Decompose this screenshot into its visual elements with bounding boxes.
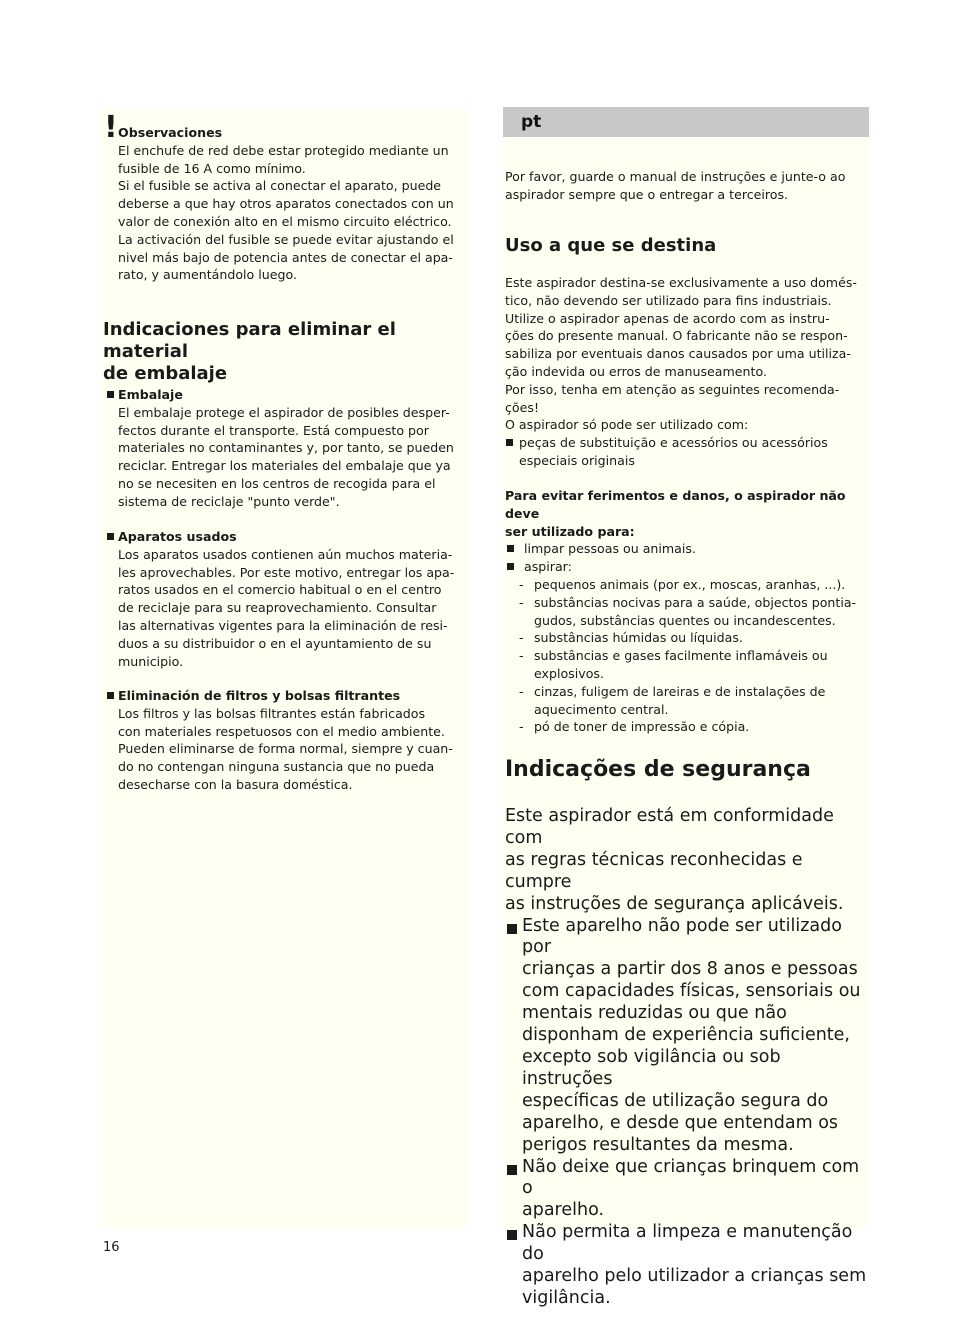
text-line: Para evitar ferimentos e danos, o aspirador não deve [505,488,846,521]
text-line: as instruções de segurança aplicáveis. [505,893,844,914]
text-line: aparelho, e desde que entendam os [522,1112,839,1133]
seguranca-heading [505,756,869,784]
text-line: explosivos. [534,665,604,681]
aparatos-block [101,528,468,670]
text-line: fusible de 16 A como mínimo. [118,160,306,176]
evitar-block [505,487,869,736]
text-line: ser utilizado para: [505,523,635,539]
bullet-square-icon [107,692,114,699]
text-line: valor de conexión alto en el mismo circuito eléctrico. [118,213,452,229]
evitar-bullet-2: aspirar: [524,559,572,575]
bullet-square-icon [507,563,514,570]
text-line: excepto sob vigilância ou sob instruções [522,1046,781,1089]
text-line: pequenos animais (por ex., moscas, aranhas, ...). [534,576,846,592]
text-line: Este aspirador destina-se exclusivamente a uso domés- [505,275,857,290]
embalaje-text [118,404,468,511]
text-line: reciclar. Entregar los materiales del embalaje que ya [118,458,451,474]
text-line: Este aspirador está em conformidade com [505,806,834,848]
text-line: O aspirador só pode ser utilizado com: [505,417,749,433]
text-line: La activación del fusible se puede evitar ajustando el [118,231,454,247]
bullet-square-icon [507,545,514,552]
dash-marker: - [519,683,524,699]
text-line: do no contengan ninguna sustancia que no pueda [118,759,435,775]
dash-list [505,576,869,736]
dash-marker: - [519,630,524,646]
text-line: Este aparelho não pode ser utilizado por [522,915,842,958]
text-line: disponham de experiência suficiente, [522,1025,850,1046]
text-line: substâncias húmidas ou líquidas. [534,630,743,646]
text-line: nivel más bajo de potencia antes de conectar el apa- [118,249,453,265]
text-line: Por isso, tenha em atenção as seguintes recomenda- [505,381,840,397]
dash-list-item [505,576,869,594]
text-line: especiais originais [519,452,635,468]
seguranca-bullet-3 [522,1222,869,1310]
text-line: El enchufe de red debe estar protegido mediante un [118,142,449,158]
bullet-square-icon [507,1165,517,1175]
seguranca-bullet-1 [522,916,869,1157]
text-line: no se necesiten en los centros de recogida para el [118,475,436,491]
dash-marker: - [519,648,524,664]
text-line: Não deixe que crianças brinquem com o [522,1156,860,1199]
text-line: Los filtros y las bolsas filtrantes están fabricados [118,705,426,721]
text-line: ratos usados en el comercio habitual o en el centro [118,582,442,598]
warning-exclamation-icon: ! [104,110,118,145]
embalaje-title: Embalaje [118,387,183,402]
text-line: Si el fusible se activa al conectar el aparato, puede [118,178,442,194]
heading-line-1: Indicaciones para eliminar el material [103,319,396,362]
embalaje-section-heading [103,319,468,385]
filtros-block [101,687,468,794]
text-line: las alternativas vigentes para la eliminación de resi- [118,617,448,633]
observaciones-text [118,142,468,284]
text-line: mentais reduzidas ou que não [522,1003,787,1024]
text-line: Por favor, guarde o manual de instruções e junte-o ao [505,169,846,184]
bullet-square-icon [506,439,513,446]
text-line: sistema de reciclaje "punto verde". [118,493,340,509]
text-line: duos a su distribuidor o en el ayuntamiento de su [118,635,432,651]
text-line: substâncias e gases facilmente inflamáveis ou [534,648,828,664]
text-line: substâncias nocivas para a saúde, objectos pontia- [534,594,857,610]
text-line: ção indevida ou erros de manuseamento. [505,363,767,379]
text-line: específicas de utilização segura do [522,1090,829,1111]
uso-block [505,274,869,470]
dash-marker: - [519,594,524,610]
heading-line-2: de embalaje [103,363,228,384]
seguranca-heading-text: Indicações de segurança [505,757,811,782]
filtros-title: Eliminación de filtros y bolsas filtrantes [118,688,401,703]
text-line: Não permita a limpeza e manutenção do [522,1222,853,1265]
text-line: aparelho. [522,1200,605,1221]
evitar-bullet-1: limpar pessoas ou animais. [524,541,696,557]
uso-heading [505,235,869,257]
seguranca-intro [505,806,869,916]
seguranca-bullet-2 [522,1157,869,1223]
seguranca-block [505,806,869,1310]
uso-heading-text: Uso a que se destina [505,235,717,256]
language-tab: pt [503,107,869,137]
text-line: perigos resultantes da mesma. [522,1134,794,1155]
text-line: gudos, substâncias quentes ou incandescentes. [534,612,836,628]
text-line: les aprovechables. Por este motivo, entregar los apa- [118,564,455,580]
text-line: tico, não devendo ser utilizado para fins industriais. [505,292,832,308]
evitar-bold-text [505,487,869,540]
text-line: desecharse con la basura doméstica. [118,776,353,792]
dash-list-item [505,683,869,719]
text-line: peças de substituição e acessórios ou acessórios [519,435,828,451]
page-number: 16 [103,1240,120,1255]
bullet-square-icon [107,391,114,398]
text-line: com capacidades físicas, sensoriais ou [522,981,861,1002]
dash-marker: - [519,719,524,735]
text-line: municipio. [118,653,184,669]
text-line: Los aparatos usados contienen aún muchos materia- [118,546,453,562]
text-line: Utilize o aspirador apenas de acordo com as instru- [505,310,830,326]
observaciones-title: Observaciones [118,125,223,140]
dash-list-item [505,629,869,647]
text-line: con materiales respetuosos con el medio ambiente. [118,723,445,739]
bullet-square-icon [107,533,114,540]
text-line: aparelho pelo utilizador a crianças sem [522,1266,867,1287]
embalaje-block [101,386,468,511]
text-line: as regras técnicas reconhecidas e cumpre [505,849,803,892]
text-line: aquecimento central. [534,701,669,717]
filtros-text [118,705,468,794]
text-line: sabiliza por eventuais danos causados por uma utiliza- [505,346,851,362]
text-line: El embalaje protege el aspirador de posibles desper- [118,404,450,420]
aparatos-title: Aparatos usados [118,529,237,544]
text-line: fectos durante el transporte. Está compuesto por [118,422,429,438]
dash-marker: - [519,576,524,592]
text-line: crianças a partir dos 8 anos e pessoas [522,959,858,980]
bullet-square-icon [507,924,517,934]
dash-list-item [505,594,869,630]
dash-list-item [505,647,869,683]
uso-text [505,274,869,434]
text-line: ções do presente manual. O fabricante não se respon- [505,328,848,344]
dash-list-item [505,718,869,736]
text-line: cinzas, fuligem de lareiras e de instalações de [534,683,826,699]
text-line: pó de toner de impressão e cópia. [534,719,750,735]
text-line: deberse a que hay otros aparatos conectados con un [118,196,454,212]
text-line: de reciclaje para su reaprovechamiento. Consultar [118,600,437,616]
intro-text [505,168,869,204]
observaciones-block [118,124,468,284]
text-line: ções! [505,399,539,415]
text-line: materiales no contaminantes y, por tanto, se pueden [118,440,454,456]
bullet-square-icon [507,1230,517,1240]
text-line: rato, y aumentándolo luego. [118,267,297,283]
text-line: Pueden eliminarse de forma normal, siempre y cuan- [118,741,453,757]
aparatos-text [118,546,468,671]
text-line: vigilância. [522,1287,611,1308]
uso-bullet-text [519,434,869,470]
text-line: aspirador sempre que o entregar a terceiros. [505,186,789,202]
